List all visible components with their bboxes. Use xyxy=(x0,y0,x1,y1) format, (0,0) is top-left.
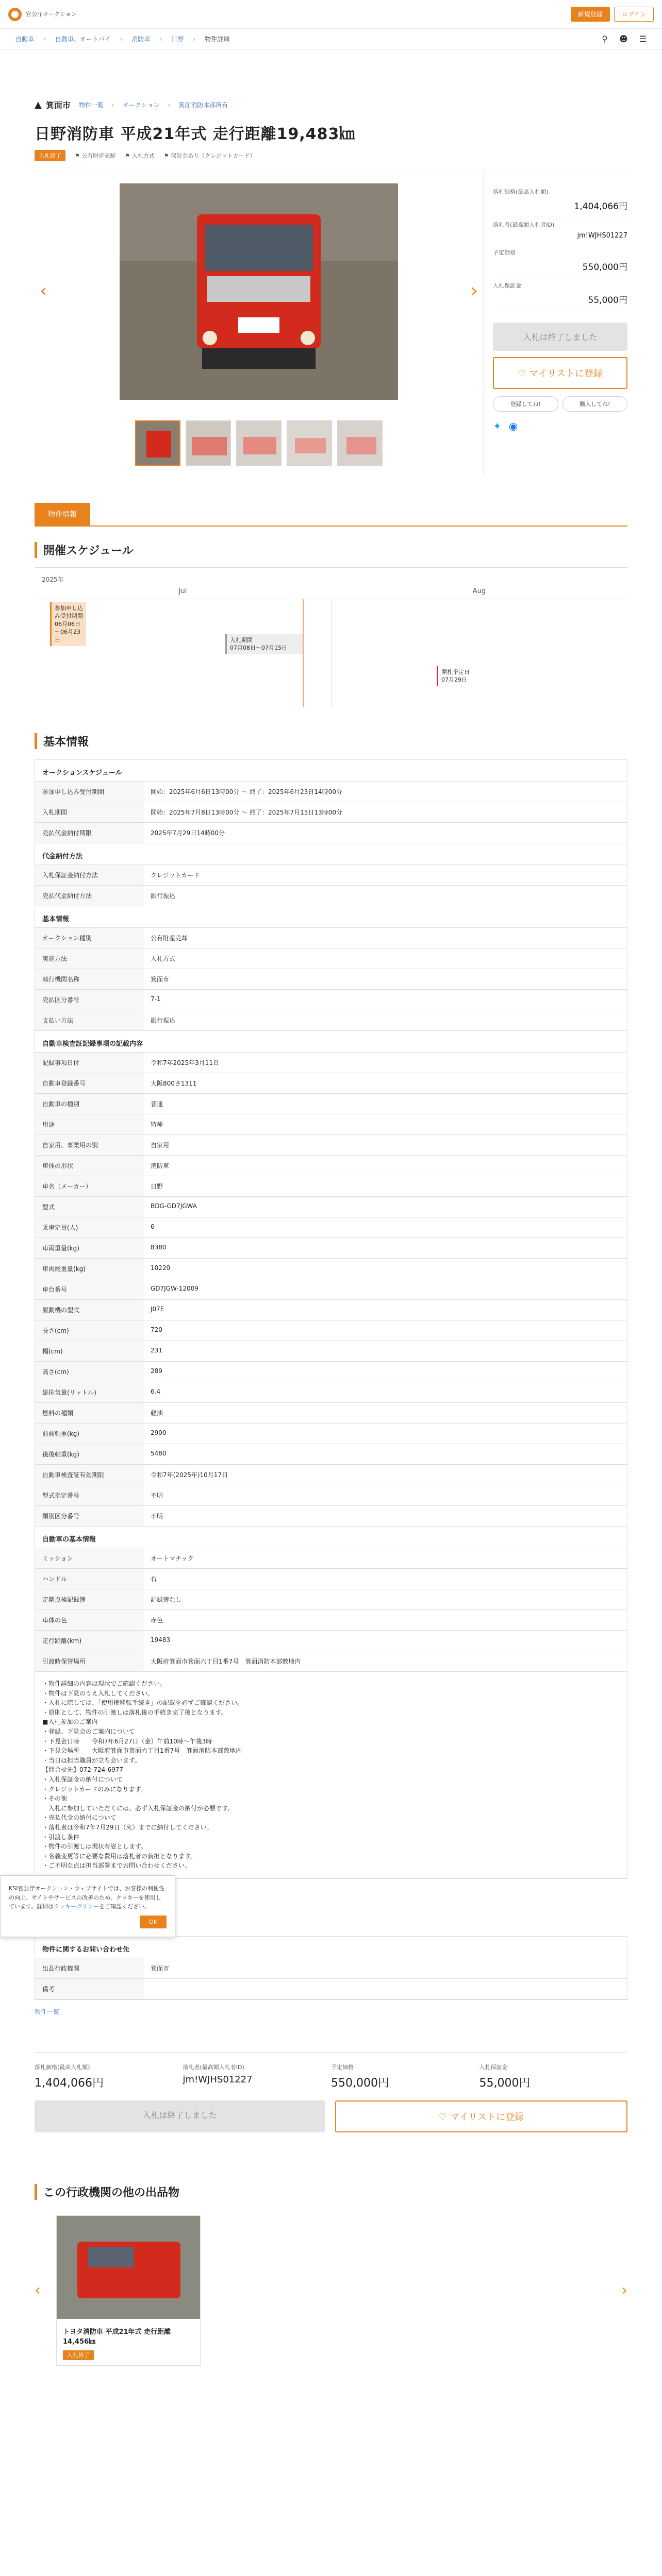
info-key: オークション種別 xyxy=(35,928,143,948)
breadcrumb-link[interactable]: 箕面消防本部所有 xyxy=(178,101,228,109)
note-line: ・下見会場所 大阪府箕面市箕面六丁目1番7号 箕面消防本部敷地内 xyxy=(42,1747,242,1755)
card-status-badge: 入札終了 xyxy=(63,2350,94,2360)
search-icon[interactable]: ⚲ xyxy=(602,34,608,44)
purchase-reminder-button[interactable]: 購入してね! xyxy=(562,396,628,412)
tag-item: ⚑ 保証金あり（クレジットカード） xyxy=(163,152,256,159)
info-key: 類別区分番号 xyxy=(35,1506,143,1526)
info-key: 幅(cm) xyxy=(35,1341,143,1361)
info-value: 231 xyxy=(151,1347,162,1354)
note-line: ・物件の引渡しは現状有姿とします。 xyxy=(42,1843,147,1851)
info-row xyxy=(35,1423,627,1444)
note-line: ・売払代金の納付について xyxy=(42,1814,117,1822)
breadcrumb-link[interactable]: 物件一覧 xyxy=(78,101,104,109)
note-line: ・物件詳細の内容は現状でご確認ください。 xyxy=(42,1680,167,1687)
note-line: ■入札参加のご案内 xyxy=(42,1718,98,1726)
other-items-heading: この行政機関の他の出品物 xyxy=(35,2184,627,2200)
info-key: 車両重量(kg) xyxy=(35,1238,143,1258)
note-line: 入札に参加していただくには、必ず入札保証金の納付が必要です。 xyxy=(42,1804,234,1812)
info-row xyxy=(35,1156,627,1176)
info-key: 記録事項日付 xyxy=(35,1053,143,1073)
note-line: ・引渡し条件 xyxy=(42,1833,80,1841)
city-emblem-icon: ▲ xyxy=(35,99,42,110)
info-row xyxy=(35,1465,627,1485)
info-key: 走行距離(km) xyxy=(35,1631,143,1651)
info-row xyxy=(35,1094,627,1114)
info-value: 箕面市 xyxy=(151,976,170,983)
winning-price: 1,404,066円 xyxy=(574,201,627,212)
page-title: 日野消防車 平成21年式 走行距離19,483㎞ xyxy=(35,125,356,143)
bottom-bid-ended-button: 入札は終了しました xyxy=(35,2100,325,2132)
info-value: 消防車 xyxy=(151,1162,170,1170)
info-group-heading: 基本情報 xyxy=(35,906,627,928)
info-row xyxy=(35,1073,627,1094)
info-key: 後後軸重(kg) xyxy=(35,1444,143,1464)
info-row xyxy=(35,1362,627,1382)
info-row xyxy=(35,1569,627,1589)
info-value: クレジットカード xyxy=(151,872,200,879)
info-key: 型式 xyxy=(35,1197,143,1217)
info-row xyxy=(35,1197,627,1217)
info-value: 銀行振込 xyxy=(151,1017,176,1024)
info-row xyxy=(35,1382,627,1403)
info-row xyxy=(35,1403,627,1423)
info-key: 車体の色 xyxy=(35,1610,143,1630)
thumbnail[interactable] xyxy=(186,420,231,466)
info-row xyxy=(35,1238,627,1259)
tag-item: ⚑ 入札方式 xyxy=(125,152,155,159)
gantt-bar-opening: 開札予定日 07月29日 xyxy=(437,666,499,686)
info-row xyxy=(35,1444,627,1465)
contact-row: 備考 xyxy=(35,1979,627,1999)
info-row xyxy=(35,928,627,948)
deposit: 55,000円 xyxy=(588,295,627,306)
info-value: 令和7年2025年3月11日 xyxy=(151,1059,220,1066)
info-value: 自家用 xyxy=(151,1142,170,1149)
image-gallery xyxy=(35,172,483,477)
info-row xyxy=(35,1010,627,1031)
cookie-ok-button[interactable]: OK xyxy=(140,1916,167,1929)
info-value: 10220 xyxy=(151,1264,171,1272)
note-line: ・クレジットカードのみになります。 xyxy=(42,1785,147,1793)
schedule-heading: 開催スケジュール xyxy=(35,542,627,558)
note-line: ・当日は担当職員が立ち会います。 xyxy=(42,1756,141,1764)
gantt-month: Jul xyxy=(178,587,187,595)
schedule-gantt xyxy=(35,567,627,707)
info-key: 車両総重量(kg) xyxy=(35,1259,143,1279)
info-key: 型式指定番号 xyxy=(35,1485,143,1505)
info-key: 原動機の型式 xyxy=(35,1300,143,1320)
info-value: 右 xyxy=(151,1575,157,1583)
gantt-bar-application: 参加申し込み受付期間 06月06日～06月23日 xyxy=(50,602,86,646)
card-title: トヨタ消防車 平成21年式 走行距離14,456㎞ xyxy=(63,2328,171,2346)
info-key: 前前軸重(kg) xyxy=(35,1423,143,1444)
thumbnail-strip xyxy=(35,420,483,466)
info-key: 実施方法 xyxy=(35,948,143,969)
thumbnail[interactable] xyxy=(236,420,282,466)
cookie-policy-link[interactable]: クッキーポリシー xyxy=(54,1903,100,1910)
info-row xyxy=(35,1341,627,1362)
facebook-icon[interactable]: ◉ xyxy=(508,420,518,432)
carousel-prev-arrow[interactable]: ‹ xyxy=(35,2281,41,2300)
info-row xyxy=(35,1259,627,1279)
item-tags xyxy=(35,150,627,161)
note-line: ・入札保証金の納付について xyxy=(42,1775,123,1783)
note-line: ・下見会日時 令和7年6月27日（金）午前10時～午後3時 xyxy=(42,1737,212,1745)
info-value: 入札方式 xyxy=(151,955,176,962)
info-value: 2900 xyxy=(151,1429,167,1436)
info-row xyxy=(35,1631,627,1651)
logo-icon xyxy=(8,8,22,21)
info-value: 赤色 xyxy=(151,1617,163,1624)
note-line: ・名義変更等に必要な費用は落札者の負担となります。 xyxy=(42,1852,197,1860)
breadcrumb-link[interactable]: オークション xyxy=(122,101,160,109)
info-value: 軽油 xyxy=(151,1410,163,1417)
cookie-banner: KSI官公庁オークション・ウェブサイトでは、お客様の利便性の向上、サイトやサービスの改善のため、クッキーを使用しています。詳細はクッキーポリシーをご確認ください。 OK xyxy=(0,1875,175,1937)
info-value: 大阪800さ1311 xyxy=(151,1080,197,1087)
note-line: ・落札者は令和7年7月29日（火）までに納付してください。 xyxy=(42,1823,213,1831)
info-row xyxy=(35,1485,627,1506)
price-row: 入札保証金 55,000円 xyxy=(493,277,627,310)
note-line: ・原則として、物件の引渡しは落札後の手続き完了後となります。 xyxy=(42,1708,227,1716)
info-value: 7-1 xyxy=(151,995,161,1003)
info-value: 普通 xyxy=(151,1100,163,1108)
nav-item[interactable]: 自動車、オートバイ xyxy=(55,36,111,43)
info-key: 自動車登録番号 xyxy=(35,1073,143,1093)
bottom-deposit: 55,000円 xyxy=(479,2076,531,2090)
info-row xyxy=(35,1176,627,1197)
info-value: 開始：2025年7月8日13時00分 ～ 終了：2025年7月15日13時00分 xyxy=(151,809,342,816)
info-key: 乗車定員(人) xyxy=(35,1217,143,1238)
info-group-heading: 自動車の基本情報 xyxy=(35,1527,627,1548)
info-key: 定期点検記録簿 xyxy=(35,1589,143,1609)
info-value: 大阪府箕面市箕面六丁目1番7号 箕面消防本部敷地内 xyxy=(151,1658,301,1665)
note-line: ・入札に際しては、「使用権移転手続き」の記載を必ずご確認ください。 xyxy=(42,1699,244,1707)
info-row xyxy=(35,782,627,802)
info-row xyxy=(35,1651,627,1672)
other-item-card[interactable] xyxy=(56,2215,201,2366)
breadcrumb: ▲ 箕面市 物件一覧 › オークション › 箕面消防本部所有 xyxy=(35,99,228,110)
bid-ended-button: 入札は終了しました xyxy=(493,323,627,351)
info-row xyxy=(35,1589,627,1610)
info-row xyxy=(35,969,627,990)
nav-item[interactable]: 消防車 xyxy=(131,36,151,43)
logo-text: 官公庁オークション xyxy=(26,11,77,18)
info-value: 公有財産売却 xyxy=(151,935,188,942)
info-row xyxy=(35,990,627,1010)
info-row xyxy=(35,1300,627,1320)
info-row xyxy=(35,1279,627,1300)
gantt-month: Aug xyxy=(472,587,486,595)
info-value: GD7JGW-12009 xyxy=(151,1285,198,1292)
price-row: 予定価格 550,000円 xyxy=(493,244,627,277)
info-key: 売払区分番号 xyxy=(35,990,143,1010)
info-group-heading: 代金納付方法 xyxy=(35,843,627,865)
info-key: 高さ(cm) xyxy=(35,1362,143,1382)
bottom-winning-price: 1,404,066円 xyxy=(35,2076,104,2090)
note-line: ・その他 xyxy=(42,1795,68,1803)
thumbnail[interactable] xyxy=(287,420,332,466)
tag-item: ⚑ 公有財産売却 xyxy=(75,152,116,159)
info-key: ミッション xyxy=(35,1548,143,1568)
info-row xyxy=(35,1053,627,1073)
info-key: 車体の形状 xyxy=(35,1156,143,1176)
info-key: 燃料の種類 xyxy=(35,1403,143,1423)
info-row xyxy=(35,1506,627,1527)
info-value: 6 xyxy=(151,1223,155,1230)
note-line: 【問合せ先】072-724-6977 xyxy=(42,1766,124,1774)
info-value: 6.4 xyxy=(151,1388,161,1395)
info-group-heading: 自動車検査証記録事項の記載内容 xyxy=(35,1031,627,1053)
nav-item[interactable]: 自動車 xyxy=(15,36,35,43)
info-value: 記録簿なし xyxy=(151,1596,182,1603)
add-mylist-button[interactable]: ♡ マイリストに登録 xyxy=(493,357,627,389)
info-key: 自動車検査証有効期限 xyxy=(35,1465,143,1485)
info-value: 特種 xyxy=(151,1121,163,1128)
info-key: 支払い方法 xyxy=(35,1010,143,1030)
info-key: 車台番号 xyxy=(35,1279,143,1299)
info-value: 不明 xyxy=(151,1492,163,1499)
info-group-heading: オークションスケジュール xyxy=(35,760,627,782)
info-value: J07E xyxy=(151,1306,164,1313)
note-line: ・物件は下見のうえ入札してください。 xyxy=(42,1689,154,1697)
prev-image-arrow[interactable]: ‹ xyxy=(40,280,47,301)
user-icon[interactable]: ☻ xyxy=(619,34,628,44)
info-value: 5480 xyxy=(151,1450,167,1457)
twitter-icon[interactable]: ✦ xyxy=(493,420,502,432)
info-key: 車名（メーカー） xyxy=(35,1176,143,1196)
info-key: 引渡時保管場所 xyxy=(35,1651,143,1671)
basic-info-table xyxy=(35,759,627,1879)
info-value: BDG-GD7JGWA xyxy=(151,1202,197,1210)
notes-block xyxy=(35,1672,627,1878)
info-value: 日野 xyxy=(151,1183,163,1190)
info-value: 19483 xyxy=(151,1636,171,1643)
info-key: 売払代金納付期限 xyxy=(35,823,143,843)
note-line: ・登録、下見会のご案内について xyxy=(42,1727,135,1735)
city-name: ▲ 箕面市 xyxy=(35,99,71,110)
nav-item[interactable]: 日野 xyxy=(171,36,184,43)
info-row xyxy=(35,802,627,823)
info-row xyxy=(35,1548,627,1569)
bottom-add-mylist-button[interactable]: ♡ マイリストに登録 xyxy=(335,2100,627,2132)
category-nav: 自動車 › 自動車、オートバイ › 消防車 › 日野 › 物件詳細 ⚲ ☻ ☰ xyxy=(0,29,662,49)
info-value: 8380 xyxy=(151,1244,167,1251)
info-key: 参加申し込み受付期間 xyxy=(35,782,143,802)
info-value: 開始：2025年6月6日13時00分 ～ 終了：2025年6月23日14時00分 xyxy=(151,788,342,795)
gantt-year: 2025年 xyxy=(42,576,64,583)
bottom-winner-id: jm!WJHS01227 xyxy=(183,2074,253,2085)
info-value: オートマチック xyxy=(151,1555,194,1562)
info-value: 2025年7月29日14時00分 xyxy=(151,829,225,837)
next-image-arrow[interactable]: › xyxy=(470,280,478,301)
info-key: 用途 xyxy=(35,1114,143,1134)
contact-box: 物件に関するお問い合わせ先 出品行政機関 箕面市 備考 xyxy=(35,1936,627,2000)
bottom-price-bar: 落札価格(最高入札額) 1,404,066円 落札者(最高額入札者ID) jm!WJHS01227 予定価格 550,000円 入札保証金 55,000円 xyxy=(35,2052,627,2090)
note-line: ・ご不明な点は担当部署までお問い合わせください。 xyxy=(42,1862,191,1870)
site-header xyxy=(0,0,662,29)
item-list-link[interactable]: 物件一覧 xyxy=(35,2008,60,2015)
info-row xyxy=(35,1114,627,1135)
winner-id: jm!WJHS01227 xyxy=(577,232,627,240)
tab-item-info[interactable]: 物件情報 xyxy=(35,503,90,526)
info-key: 売払代金納付方法 xyxy=(35,886,143,906)
planned-price: 550,000円 xyxy=(582,262,627,273)
info-key: 入札保証金納付方法 xyxy=(35,865,143,885)
gantt-bar-bidding: 入札期間 07月08日～07月15日 xyxy=(225,634,303,654)
thumbnail[interactable] xyxy=(135,420,180,466)
main-photo xyxy=(120,183,398,400)
info-key: 長さ(cm) xyxy=(35,1320,143,1341)
info-row xyxy=(35,1320,627,1341)
price-row: 落札者(最高額入札者ID) jm!WJHS01227 xyxy=(493,216,627,244)
menu-icon[interactable]: ☰ xyxy=(639,34,647,44)
nav-item-current: 物件詳細 xyxy=(205,36,230,43)
info-value: 令和7年(2025年)10月17日 xyxy=(151,1471,228,1479)
info-row xyxy=(35,1217,627,1238)
info-key: 自家用、事業用の別 xyxy=(35,1135,143,1155)
basic-info-heading: 基本情報 xyxy=(35,733,627,749)
info-value: 720 xyxy=(151,1326,162,1333)
info-row xyxy=(35,1135,627,1156)
info-row xyxy=(35,1610,627,1631)
info-row xyxy=(35,886,627,906)
carousel-next-arrow[interactable]: › xyxy=(621,2281,627,2300)
info-key: 執行機関名称 xyxy=(35,969,143,989)
info-key: 入札期間 xyxy=(35,802,143,822)
login-button[interactable]: ログイン xyxy=(614,7,654,22)
info-value: 銀行振込 xyxy=(151,892,176,900)
tab-bar xyxy=(35,503,627,527)
info-row xyxy=(35,823,627,843)
info-row xyxy=(35,948,627,969)
site-logo[interactable] xyxy=(8,8,77,21)
register-button[interactable]: 新規登録 xyxy=(571,7,610,22)
info-key: 自動車の種別 xyxy=(35,1094,143,1114)
info-key: 総排気量(リットル) xyxy=(35,1382,143,1402)
info-value: 289 xyxy=(151,1367,162,1375)
bottom-planned-price: 550,000円 xyxy=(331,2076,389,2090)
info-key: ハンドル xyxy=(35,1569,143,1589)
price-panel xyxy=(483,172,627,477)
info-row xyxy=(35,865,627,886)
reminder-button[interactable]: 登録してね! xyxy=(493,396,558,412)
thumbnail[interactable] xyxy=(337,420,383,466)
price-row: 落札価格(最高入札額) 1,404,066円 xyxy=(493,183,627,216)
info-value: 不明 xyxy=(151,1513,163,1520)
status-badge: 入札終了 xyxy=(35,150,65,161)
contact-row: 出品行政機関 箕面市 xyxy=(35,1958,627,1979)
